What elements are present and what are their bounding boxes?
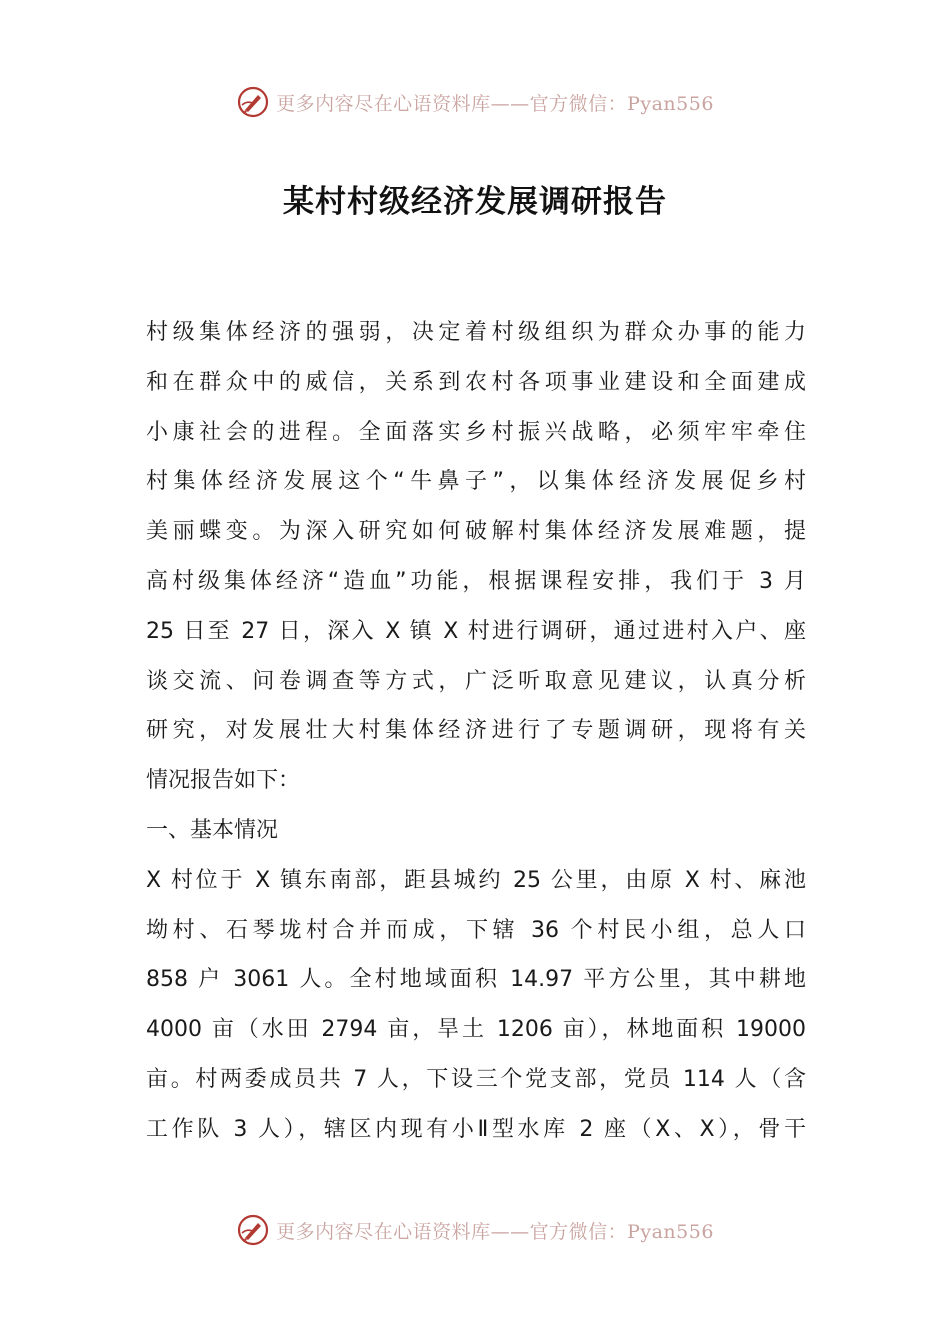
body-line: 村级集体经济的强弱，决定着村级组织为群众办事的能力: [146, 320, 806, 345]
body-line: 858 户 3061 人。全村地域面积 14.97 平方公里，其中耕地: [146, 967, 806, 993]
section-heading: 一、基本情况: [146, 817, 279, 843]
pen-logo-icon: [236, 85, 270, 119]
body-line: 情况报告如下：: [146, 768, 301, 794]
body-line: 4000 亩（水田 2794 亩，旱土 1206 亩），林地面积 19000: [146, 1017, 806, 1043]
body-line: 研究，对发展壮大村集体经济进行了专题调研，现将有关: [146, 718, 806, 744]
watermark-banner-bottom: [0, 1208, 950, 1252]
watermark-text: 更多内容尽在心语资料库——官方微信：Pyan556: [276, 92, 714, 115]
body-line: 工作队 3 人），辖区内现有小Ⅱ型水库 2 座（X、X），骨干: [146, 1116, 806, 1142]
body-line: 亩。村两委成员共 7 人，下设三个党支部，党员 114 人（含: [146, 1066, 806, 1092]
watermark-text: 更多内容尽在心语资料库——官方微信：Pyan556: [276, 1220, 714, 1243]
document-title: 某村村级经济发展调研报告: [283, 184, 667, 220]
body-line: X 村位于 X 镇东南部，距县城约 25 公里，由原 X 村、麻池: [146, 867, 806, 893]
body-line: 坳村、石琴垅村合并而成，下辖 36 个村民小组，总人口: [146, 917, 806, 943]
body-line: 和在群众中的威信，关系到农村各项事业建设和全面建成: [146, 369, 806, 395]
body-line: 村集体经济发展这个“牛鼻子”，以集体经济发展促乡村: [146, 469, 806, 495]
body-line: 小康社会的进程。全面落实乡村振兴战略，必须牢牢牵住: [146, 419, 806, 445]
body-line: 美丽蝶变。为深入研究如何破解村集体经济发展难题，提: [146, 519, 806, 545]
watermark-banner-top: [0, 80, 950, 124]
document-body: [146, 308, 806, 1155]
body-line: 25 日至 27 日，深入 X 镇 X 村进行调研，通过进村入户、座: [146, 618, 806, 644]
body-line: 谈交流、问卷调查等方式，广泛听取意见建议，认真分析: [146, 668, 806, 694]
pen-logo-icon: [236, 1213, 270, 1247]
body-line: 高村级集体经济“造血”功能，根据课程安排，我们于 3 月: [146, 568, 806, 594]
